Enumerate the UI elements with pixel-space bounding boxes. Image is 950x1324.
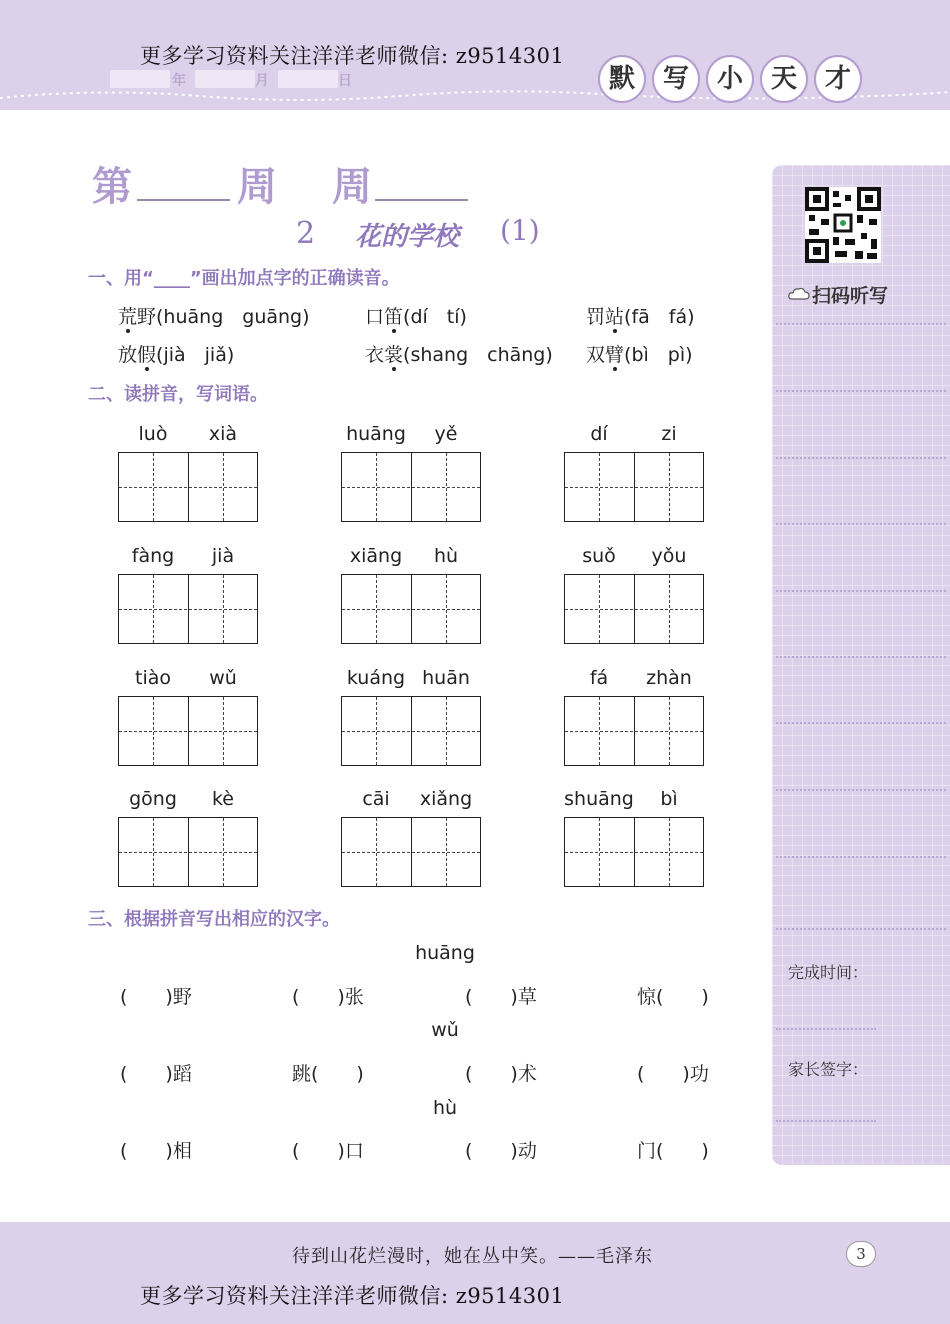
dictation-line[interactable] [776, 590, 946, 592]
year-box[interactable] [110, 70, 170, 88]
day-label: 日 [338, 73, 352, 89]
s1-dotted-char: 臂 [605, 344, 625, 366]
tianzige-writing-box[interactable] [118, 696, 258, 766]
pinyin-syllable: huān [422, 667, 470, 689]
guide-line [342, 731, 480, 732]
pinyin-syllable: xiǎng [419, 788, 473, 810]
pinyin-syllable: huāng [346, 423, 406, 445]
s3-blank[interactable]: ( )功 [637, 1063, 709, 1085]
s3-blank[interactable]: 惊( ) [637, 986, 709, 1008]
tianzige-writing-box[interactable] [564, 817, 704, 887]
s1-dotted-char: 假 [137, 344, 157, 366]
day-box[interactable] [278, 70, 338, 88]
s1-char: 罚 [586, 306, 606, 328]
page-number: 3 [846, 1241, 876, 1267]
watermark-top: 更多学习资料关注洋洋老师微信: z9514301 [140, 44, 565, 68]
s1-item-6 [586, 340, 693, 367]
lesson-part: (1) [500, 214, 540, 247]
cloud-icon [788, 285, 810, 303]
s3-blank[interactable]: 门( ) [637, 1140, 709, 1162]
s1-dotted-char: 荒 [118, 306, 138, 328]
brand-char-1: 默 [598, 55, 646, 103]
pinyin-syllable: yǒu [651, 545, 687, 567]
tianzige-writing-box[interactable] [341, 574, 481, 644]
s1-dotted-char: 站 [605, 306, 625, 328]
guide-line [119, 731, 257, 732]
pinyin-syllable: zi [661, 423, 677, 445]
guide-line [119, 609, 257, 610]
s1-dotted-char: 裳 [384, 344, 404, 366]
s3-blank[interactable]: ( )口 [292, 1140, 364, 1162]
pinyin-syllable: fá [589, 667, 609, 689]
parent-signature-label: 家长签字： [788, 1060, 869, 1079]
year-label: 年 [172, 73, 186, 89]
s1-options[interactable]: (shang chāng) [403, 344, 553, 366]
section2-heading: 二、读拼音，写词语。 [88, 384, 268, 405]
s1-options[interactable]: (jià jiǎ) [156, 344, 235, 366]
tianzige-writing-box[interactable] [341, 696, 481, 766]
pinyin-syllable: cāi [362, 788, 390, 810]
tianzige-writing-box[interactable] [564, 574, 704, 644]
section3-heading: 三、根据拼音写出相应的汉字。 [88, 909, 340, 930]
pinyin-syllable: wǔ [209, 667, 237, 689]
s1-item-4 [118, 340, 234, 367]
dictation-line[interactable] [776, 928, 946, 930]
qr-code-icon [805, 187, 881, 263]
s1-char: 双 [586, 344, 606, 366]
s3-blank[interactable]: ( )草 [465, 986, 537, 1008]
pinyin-syllable: dí [590, 423, 608, 445]
footer-quote: 待到山花烂漫时，她在丛中笑。——毛泽东 [292, 1246, 653, 1267]
s1-dotted-char: 笛 [384, 306, 404, 328]
parent-signature-line[interactable] [776, 1120, 876, 1122]
scan-listen-label: 扫码听写 [812, 285, 889, 307]
s1-item-1 [118, 302, 310, 329]
s3-blank[interactable]: ( )蹈 [120, 1063, 192, 1085]
pinyin-syllable: bì [660, 788, 678, 810]
dictation-line[interactable] [776, 789, 946, 791]
week-label-2: 周 [237, 164, 277, 210]
watermark-bottom: 更多学习资料关注洋洋老师微信: z9514301 [140, 1284, 565, 1308]
s1-options[interactable]: (bì pì) [624, 344, 693, 366]
week-blank-2[interactable] [375, 199, 468, 201]
guide-line [119, 852, 257, 853]
guide-line [342, 852, 480, 853]
s3-pinyin-hu: hù [432, 1097, 458, 1119]
pinyin-syllable: zhàn [646, 667, 692, 689]
s1-item-2 [365, 302, 467, 329]
pinyin-syllable: kuáng [346, 667, 406, 689]
s3-blank[interactable]: ( )野 [120, 986, 192, 1008]
guide-line [565, 852, 703, 853]
brand-char-2: 写 [652, 55, 700, 103]
pinyin-syllable: jià [211, 545, 235, 567]
month-box[interactable] [195, 70, 255, 88]
s1-options[interactable]: (dí tí) [403, 306, 467, 328]
brand-char-5: 才 [814, 55, 862, 103]
tianzige-writing-box[interactable] [118, 452, 258, 522]
s1-char: 衣 [365, 344, 385, 366]
s1-options[interactable]: (fā fá) [624, 306, 695, 328]
s3-pinyin-wu: wǔ [431, 1019, 459, 1041]
qr-code[interactable] [805, 187, 881, 263]
pinyin-syllable: luò [138, 423, 168, 445]
pinyin-syllable: fàng [131, 545, 175, 567]
s1-char: 口 [365, 306, 385, 328]
dictation-line[interactable] [776, 656, 946, 658]
s1-item-5 [365, 340, 553, 367]
week-label-1: 第 [92, 164, 132, 210]
s3-blank[interactable]: ( )动 [465, 1140, 537, 1162]
tianzige-writing-box[interactable] [564, 452, 704, 522]
pinyin-syllable: tiào [135, 667, 171, 689]
guide-line [119, 487, 257, 488]
section1-heading: 一、用“____”画出加点字的正确读音。 [88, 268, 400, 289]
month-label: 月 [255, 73, 269, 89]
completion-time-line[interactable] [776, 1028, 876, 1030]
header-wave-decoration [0, 86, 950, 106]
dictation-line[interactable] [776, 390, 946, 392]
pinyin-syllable: shuāng [564, 788, 634, 810]
dictation-line[interactable] [776, 523, 946, 525]
guide-line [565, 609, 703, 610]
s3-blank[interactable]: 跳( ) [292, 1063, 364, 1085]
tianzige-writing-box[interactable] [118, 817, 258, 887]
guide-line [342, 609, 480, 610]
pinyin-syllable: xià [208, 423, 238, 445]
s1-item-3 [586, 302, 695, 329]
pinyin-syllable: gōng [129, 788, 177, 810]
lesson-title: 花的学校 [355, 222, 460, 252]
pinyin-syllable: xiāng [349, 545, 403, 567]
guide-line [565, 731, 703, 732]
pinyin-syllable: yě [434, 423, 458, 445]
tianzige-writing-box[interactable] [564, 696, 704, 766]
guide-line [565, 487, 703, 488]
brand-char-4: 天 [760, 55, 808, 103]
lesson-number: 2 [296, 216, 316, 251]
week-blank-1[interactable] [137, 199, 230, 201]
dictation-line[interactable] [776, 457, 946, 459]
s1-char: 放 [118, 344, 138, 366]
s3-blank[interactable]: ( )张 [292, 986, 364, 1008]
s3-pinyin-huang: huāng [415, 942, 475, 964]
tianzige-writing-box[interactable] [341, 817, 481, 887]
pinyin-syllable: kè [211, 788, 234, 810]
dictation-line[interactable] [776, 856, 946, 858]
s1-options[interactable]: 野(huāng guāng) [137, 306, 310, 328]
dictation-line[interactable] [776, 722, 946, 724]
brand-char-3: 小 [706, 55, 754, 103]
s3-blank[interactable]: ( )术 [465, 1063, 537, 1085]
guide-line [342, 487, 480, 488]
s3-blank[interactable]: ( )相 [120, 1140, 192, 1162]
dictation-side-panel [772, 165, 950, 1165]
tianzige-writing-box[interactable] [118, 574, 258, 644]
completion-time-label: 完成时间： [788, 963, 869, 982]
dictation-line[interactable] [776, 323, 946, 325]
week-label-3: 周 [332, 164, 372, 210]
pinyin-syllable: suǒ [582, 545, 616, 567]
tianzige-writing-box[interactable] [341, 452, 481, 522]
pinyin-syllable: hù [433, 545, 459, 567]
